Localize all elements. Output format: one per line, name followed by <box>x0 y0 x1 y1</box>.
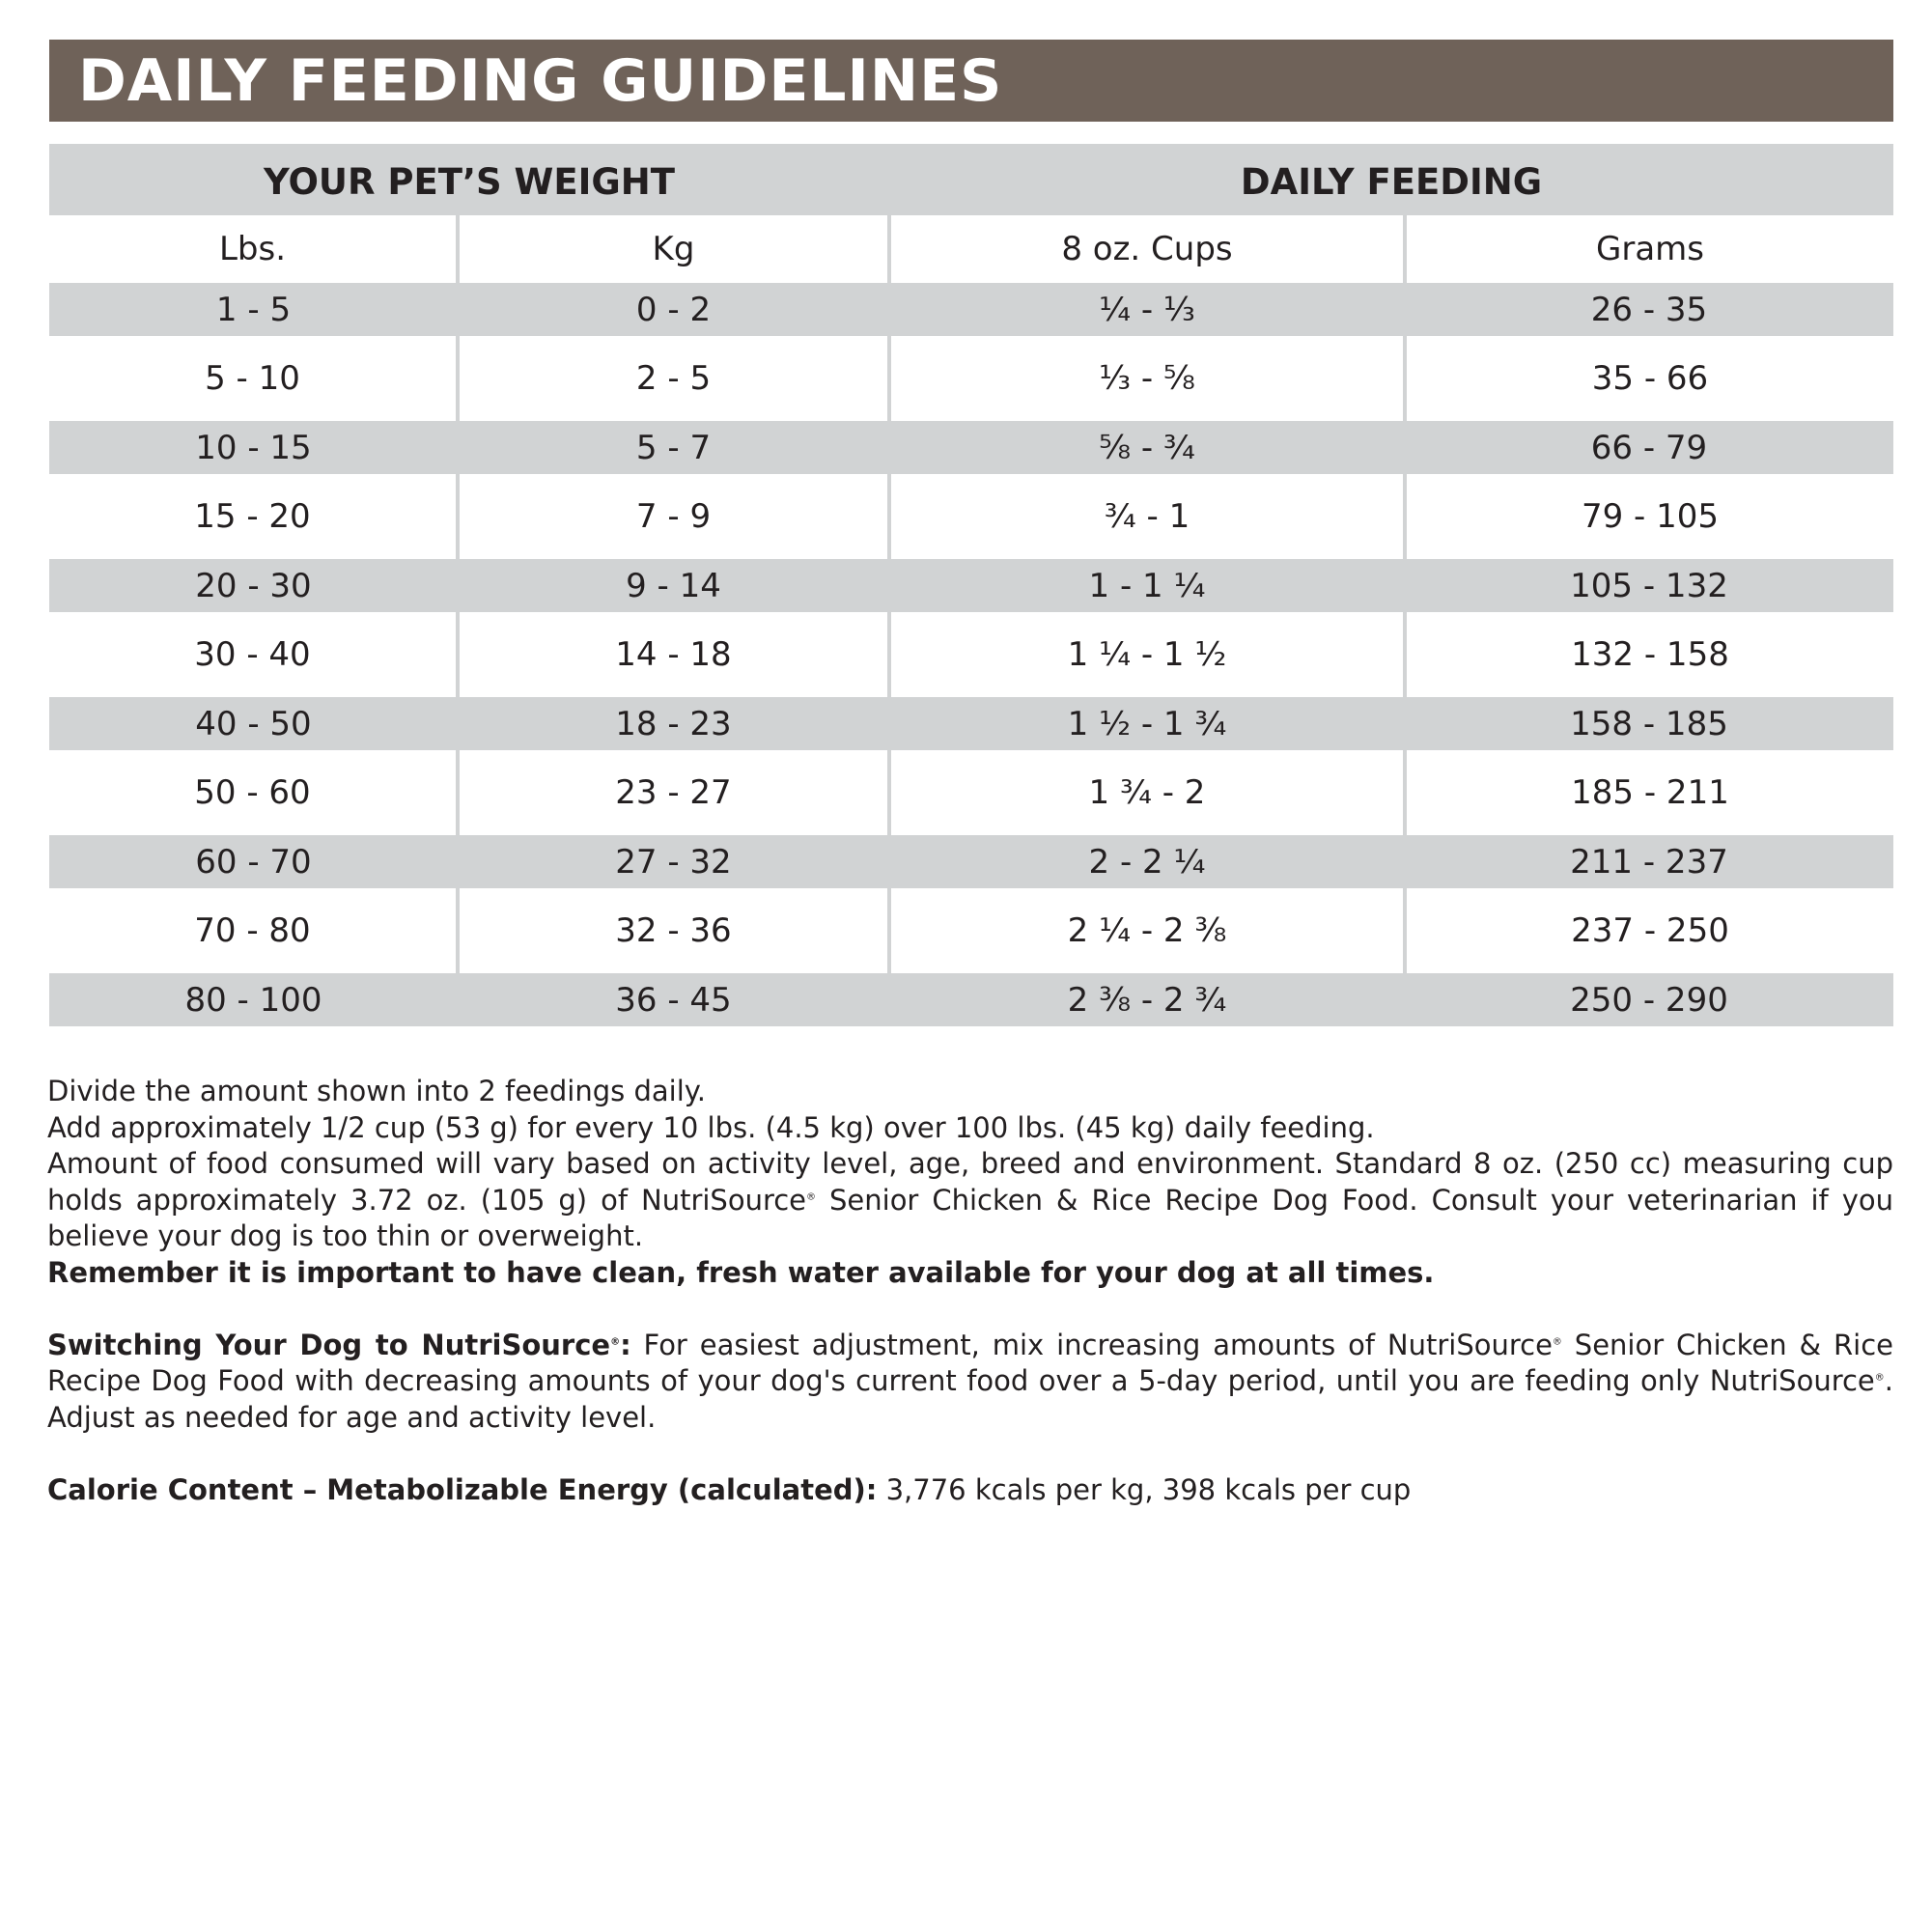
cell-kg: 18 - 23 <box>458 697 889 750</box>
group-header-feeding: DAILY FEEDING <box>889 144 1893 215</box>
column-header-cups: 8 oz. Cups <box>889 215 1405 283</box>
cell-lbs: 15 - 20 <box>49 474 458 559</box>
cell-kg: 2 - 5 <box>458 336 889 421</box>
table-row <box>49 559 1893 612</box>
cell-grams: 26 - 35 <box>1405 283 1893 336</box>
cell-cups: 2 ⅜ - 2 ¾ <box>889 973 1405 1026</box>
registered-mark: ® <box>806 1190 817 1202</box>
cell-cups: ⅓ - ⅝ <box>889 336 1405 421</box>
cell-grams: 79 - 105 <box>1405 474 1893 559</box>
cell-kg: 32 - 36 <box>458 888 889 973</box>
registered-mark: ® <box>610 1335 621 1347</box>
calorie-value: 3,776 kcals per kg, 398 kcals per cup <box>877 1472 1412 1506</box>
cell-lbs: 70 - 80 <box>49 888 458 973</box>
cell-cups: ¼ - ⅓ <box>889 283 1405 336</box>
notes-section <box>47 1074 1893 1508</box>
cell-grams: 158 - 185 <box>1405 697 1893 750</box>
table-row <box>49 697 1893 750</box>
group-header-row <box>49 144 1893 215</box>
cell-grams: 105 - 132 <box>1405 559 1893 612</box>
cell-lbs: 50 - 60 <box>49 750 458 835</box>
cell-cups: 2 - 2 ¼ <box>889 835 1405 888</box>
table-row <box>49 474 1893 559</box>
cell-cups: ⅝ - ¾ <box>889 421 1405 474</box>
cell-kg: 23 - 27 <box>458 750 889 835</box>
table-row <box>49 612 1893 697</box>
cell-cups: 2 ¼ - 2 ⅜ <box>889 888 1405 973</box>
page-title: DAILY FEEDING GUIDELINES <box>78 46 1003 115</box>
cell-kg: 14 - 18 <box>458 612 889 697</box>
spacer <box>47 1436 1893 1472</box>
cell-lbs: 40 - 50 <box>49 697 458 750</box>
column-header-kg: Kg <box>458 215 889 283</box>
cell-grams: 35 - 66 <box>1405 336 1893 421</box>
cell-kg: 5 - 7 <box>458 421 889 474</box>
title-banner <box>49 40 1893 122</box>
column-header-grams: Grams <box>1405 215 1893 283</box>
calorie-label: Calorie Content – Metabolizable Energy (calculated): <box>47 1472 878 1506</box>
switching-text-part-3: . Adjust as needed for age and activity level. <box>47 1364 1893 1434</box>
table-row <box>49 750 1893 835</box>
cell-lbs: 1 - 5 <box>49 283 458 336</box>
group-header-weight: YOUR PET’S WEIGHT <box>49 144 889 215</box>
table-row <box>49 336 1893 421</box>
table-row <box>49 835 1893 888</box>
registered-mark: ® <box>1874 1372 1885 1384</box>
cell-cups: 1 ½ - 1 ¾ <box>889 697 1405 750</box>
table-row <box>49 973 1893 1026</box>
cell-kg: 36 - 45 <box>458 973 889 1026</box>
water-reminder: Remember it is important to have clean, fresh water available for your dog at all times. <box>47 1255 1435 1289</box>
divide-note: Divide the amount shown into 2 feedings daily. <box>47 1075 706 1107</box>
cell-lbs: 80 - 100 <box>49 973 458 1026</box>
amount-note <box>47 1146 1893 1255</box>
cell-grams: 132 - 158 <box>1405 612 1893 697</box>
column-header-lbs: Lbs. <box>49 215 458 283</box>
switching-label-text: Switching Your Dog to NutriSource <box>47 1328 611 1361</box>
cell-grams: 211 - 237 <box>1405 835 1893 888</box>
calorie-note <box>47 1472 1893 1509</box>
table-row <box>49 283 1893 336</box>
table-row <box>49 421 1893 474</box>
add-note: Add approximately 1/2 cup (53 g) for every 10 lbs. (4.5 kg) over 100 lbs. (45 kg) daily feeding. <box>47 1110 1375 1144</box>
spacer <box>47 1291 1893 1328</box>
cell-kg: 9 - 14 <box>458 559 889 612</box>
cell-cups: 1 ¼ - 1 ½ <box>889 612 1405 697</box>
column-header-row <box>49 215 1893 283</box>
cell-kg: 0 - 2 <box>458 283 889 336</box>
cell-kg: 27 - 32 <box>458 835 889 888</box>
switching-note <box>47 1328 1893 1437</box>
cell-grams: 185 - 211 <box>1405 750 1893 835</box>
cell-cups: 1 - 1 ¼ <box>889 559 1405 612</box>
switching-label-colon: : <box>620 1328 631 1361</box>
cell-cups: 1 ¾ - 2 <box>889 750 1405 835</box>
cell-grams: 66 - 79 <box>1405 421 1893 474</box>
cell-lbs: 5 - 10 <box>49 336 458 421</box>
switching-text-part-2: Senior Chicken & Rice Recipe Dog Food with decreasing amounts of your dog's current food over a 5-day period, until you are feeding only NutriSource <box>47 1328 1893 1397</box>
cell-grams: 237 - 250 <box>1405 888 1893 973</box>
cell-cups: ¾ - 1 <box>889 474 1405 559</box>
cell-lbs: 20 - 30 <box>49 559 458 612</box>
switching-text-part-1: For easiest adjustment, mix increasing amounts of NutriSource <box>630 1328 1553 1361</box>
switching-label <box>47 1329 631 1361</box>
cell-lbs: 60 - 70 <box>49 835 458 888</box>
amount-note-part-1: Amount of food consumed will vary based on activity level, age, breed and environment. Standard 8 oz. (250 cc) measuring cup holds approximately 3.72 oz. (105 g) of NutriSource <box>47 1147 1893 1217</box>
registered-mark: ® <box>1552 1335 1562 1347</box>
cell-lbs: 10 - 15 <box>49 421 458 474</box>
amount-note-part-2: Senior Chicken & Rice Recipe Dog Food. Consult your veterinarian if you believe your dog is too thin or overweight. <box>47 1183 1893 1252</box>
cell-kg: 7 - 9 <box>458 474 889 559</box>
cell-lbs: 30 - 40 <box>49 612 458 697</box>
table-row <box>49 888 1893 973</box>
feeding-table <box>49 144 1893 1026</box>
cell-grams: 250 - 290 <box>1405 973 1893 1026</box>
